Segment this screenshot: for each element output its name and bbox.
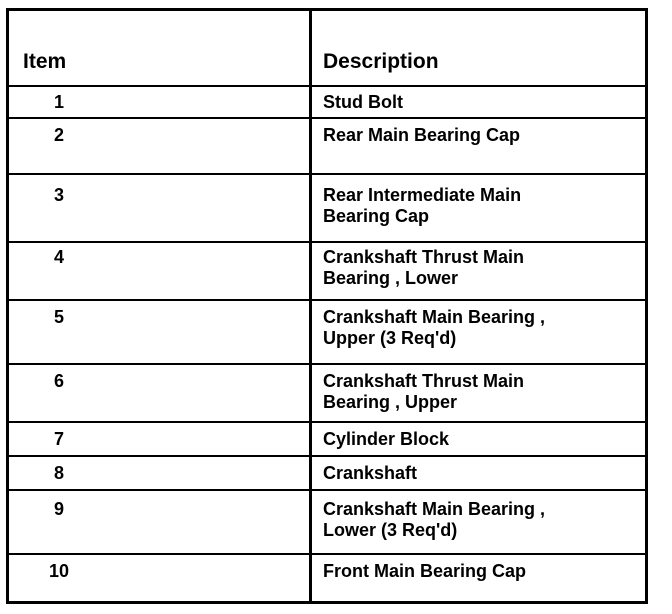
item-description: Cylinder Block [323,429,450,449]
table-row [9,243,645,301]
item-description: Rear Intermediate Main Bearing Cap [323,185,522,226]
item-number: 5 [53,307,64,327]
item-number: 6 [53,371,64,391]
item-number: 10 [48,561,70,581]
header-item: Item [23,50,67,73]
header-description: Description [323,50,439,73]
item-number: 8 [53,463,64,483]
item-description: Crankshaft Main Bearing , Lower (3 Req'd) [323,499,546,540]
table-row [9,87,645,119]
item-description: Crankshaft Thrust Main Bearing , Upper [323,371,525,412]
table-row [9,365,645,423]
table-row [9,555,645,601]
item-number: 3 [53,185,64,205]
table-row [9,119,645,175]
item-description: Stud Bolt [323,92,403,112]
item-number: 7 [53,429,64,449]
table-row [9,423,645,457]
item-number: 9 [53,499,64,519]
table-header-row [9,11,645,87]
table-row [9,491,645,555]
item-number: 1 [53,92,64,112]
item-description: Crankshaft [323,463,418,483]
parts-table [6,8,648,604]
item-number: 2 [53,125,64,145]
item-description: Front Main Bearing Cap [323,561,527,581]
item-description: Crankshaft Thrust Main Bearing , Lower [323,247,525,288]
item-description: Crankshaft Main Bearing , Upper (3 Req'd) [323,307,546,348]
item-description: Rear Main Bearing Cap [323,125,521,145]
table-row [9,457,645,491]
table-row [9,301,645,365]
table-row [9,175,645,243]
item-number: 4 [53,247,64,267]
